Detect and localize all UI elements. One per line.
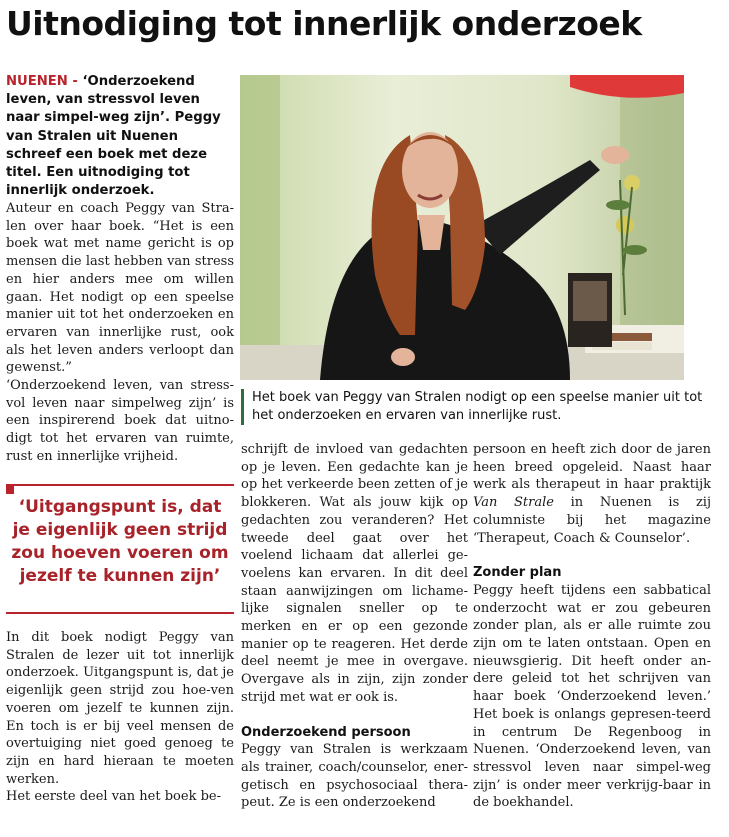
column-3: [473, 441, 711, 812]
paragraph: Het eerste deel van het boek be-: [6, 789, 221, 805]
paragraph: [473, 441, 711, 547]
pull-quote: [6, 484, 234, 614]
article-lead: [6, 73, 234, 200]
paragraph: schrijft de invloed van gedachten op je leven. Een gedachte kan je op het verkeerde been zetten of je blokkeren. Wat als jouw kijk op gedachten zou veranderen? Het tweede deel gaat over het voelend lichaam dat allerlei ge-voelens kan ervaren. In dit deel staan aanwijzingen om lichame-lijke signalen sneller op te merken en er op een gezonde manier op te reageren. Het derde deel neemt je mee in overgave. Overgave als in zijn, zijn zonder strijd met wat er ook is.: [241, 442, 468, 705]
text-run: persoon en heeft zich door de jaren heen breed opgeleid. Naast haar werk als therapeut in haar praktijk: [473, 442, 711, 493]
column-2: [241, 441, 468, 812]
paragraph: ‘Onderzoekend leven, van stress-vol leven naar simpelweg zijn’ is een inspirerend boek dat uitno-digt tot het ervaren van ruimte, rust en innerlijke vrijheid.: [6, 378, 234, 464]
paragraph: Peggy heeft tijdens een sabbatical onderzocht wat er zou gebeuren zonder plan, als er alle ruimte zou zijn om te laten ontstaan. Open en nieuwsgierig. Dit heeft onder an-dere geleid tot het schrijven van haar boek ‘Onderzoekend leven.’ Het boek is onlangs gepresen-teerd in centrum De Regenboog in Nuenen. ‘Onderzoekend leven, van stressvol leven naar simpel-weg zijn’ is onder meer verkrijg-baar in de boekhandel.: [473, 582, 711, 811]
article-headline: Uitnodiging tot innerlijk onderzoek: [6, 4, 642, 43]
pull-quote-text: ‘Uitgangspunt is, dat je eigenlijk geen strijd zou hoeven voeren om jezelf te kunnen zijn’: [11, 497, 229, 586]
column-1-bottom: [6, 629, 234, 806]
paragraph: In dit boek nodigt Peggy van Stralen de lezer uit tot innerlijk onderzoek. Uitgangspunt is, dat je eigenlijk geen strijd zou hoe-ven voeren om jezelf te kunnen zijn. En toch is er bij veel mensen de overtuiging niet goed genoeg te zijn en hard hieraan te moeten werken.: [6, 630, 234, 787]
photo-caption-text: Het boek van Peggy van Stralen nodigt op een speelse manier uit tot het onderzoeken en ervaren van innerlijke rust.: [252, 390, 703, 423]
text-run: in Nuenen is zij columniste bij het magazine ‘Therapeut, Coach & Counselor’.: [473, 495, 711, 546]
photo-illustration: [240, 75, 684, 380]
lead-text: ‘Onderzoekend leven, van stressvol leven naar simpel-weg zijn’. Peggy van Stralen uit Nuenen schreef een boek met deze titel. Een uitnodiging tot innerlijk onderzoek.: [6, 74, 221, 199]
paragraph: Auteur en coach Peggy van Stra-len over haar boek. “Het is een boek wat met name gericht is op mensen die last hebben van stress en hier anders mee om willen gaan. Het nodigt op een speelse manier uit tot het onderzoeken en ervaren van innerlijke rust, ook als het leven anders verloopt dan gewenst.”: [6, 201, 234, 376]
column-1-top: [6, 200, 234, 466]
photo-caption: [241, 389, 712, 425]
quote-marker-icon: [6, 486, 14, 494]
subheading-onderzoekend-persoon: Onderzoekend persoon: [241, 724, 411, 740]
practice-name: Van Strale: [473, 495, 554, 511]
paragraph: Peggy van Stralen is werkzaam als trainer, coach/counselor, ener-getisch en psychosociaal thera-peut. Ze is een onderzoekend: [241, 742, 468, 811]
subheading-zonder-plan: Zonder plan: [473, 565, 562, 581]
dateline-place: NUENEN -: [6, 74, 83, 89]
article-photo: [240, 75, 684, 380]
